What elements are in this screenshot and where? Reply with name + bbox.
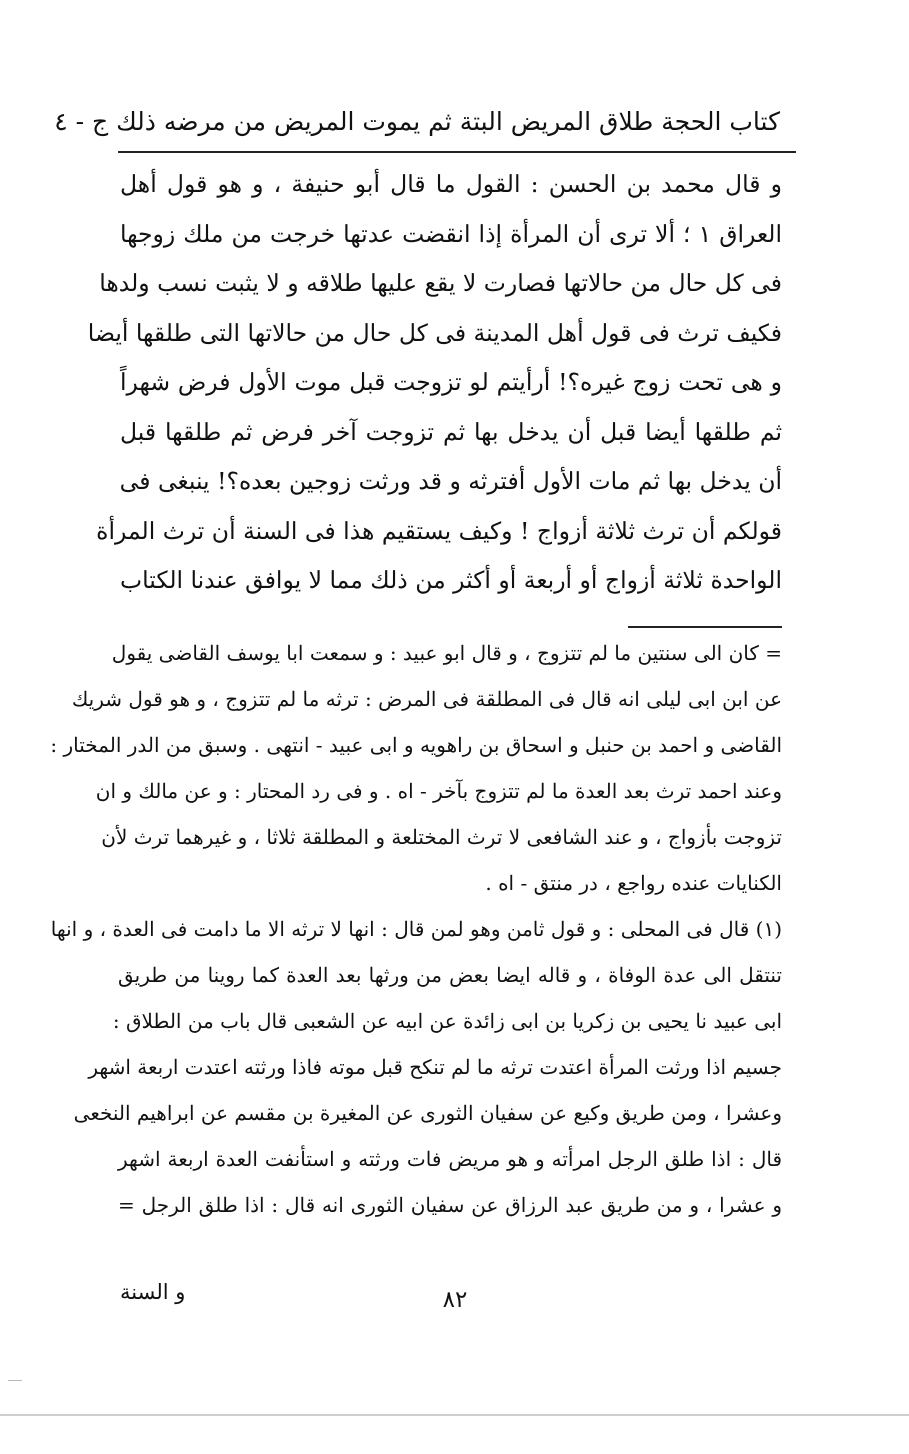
footnote-line: جسيم اذا ورثت المرأة اعتدت ترثه ما لم تنكح قبل موته فاذا ورثته اعتدت اربعة اشهر: [88, 1055, 782, 1079]
footnote-line: تنتقل الى عدة الوفاة ، و قاله ايضا بعض من ورثها بعد العدة كما روينا من طريق: [118, 963, 782, 987]
footnote-rule: [628, 626, 782, 628]
page-number: ٨٢: [442, 1287, 468, 1313]
footnote-line: قال : اذا طلق الرجل امرأته و هو مريض فات ورثته و استأنفت العدة اربعة اشهر: [118, 1147, 782, 1171]
text-line: الواحدة ثلاثة أزواج أو أربعة أو أكثر من ذلك مما لا يوافق عندنا الكتاب: [119, 566, 782, 594]
footnote-line: ابى عبيد نا يحيى بن زكريا بن ابى زائدة عن ابيه عن الشعبى قال باب من الطلاق :: [112, 1009, 782, 1033]
catchword: و السنة: [120, 1280, 186, 1304]
header-rule: [118, 151, 796, 153]
text-line: و قال محمد بن الحسن : القول ما قال أبو حنيفة ، و هو قول أهل: [120, 170, 782, 198]
footnote-line: (١) قال فى المحلى : و قول ثامن وهو لمن قال : انها لا ترثه الا ما دامت فى العدة ، و انها: [50, 917, 782, 941]
text-line: فكيف ترث فى قول أهل المدينة فى كل حال من حالاتها التى طلقها أيضا: [87, 318, 782, 347]
main-text: [87, 160, 782, 606]
footnote-line: عن ابن ابى ليلى انه قال فى المطلقة فى المرض : ترثه ما لم تتزوج ، و هو قول شريك: [71, 687, 782, 711]
text-line: فى كل حال من حالاتها فصارت لا يقع عليها طلاقه و لا يثبت نسب ولدها: [99, 269, 782, 297]
footnote-line: و عشرا ، و من طريق عبد الرزاق عن سفيان الثورى انه قال : اذا طلق الرجل =: [118, 1193, 782, 1217]
scan-edge-line: [0, 1414, 909, 1416]
text-line: أن يدخل بها ثم مات الأول أفترثه و قد ورثت زوجين بعده؟! ينبغى فى: [119, 467, 782, 495]
scan-mark: [8, 1380, 22, 1381]
text-line: قولكم أن ترث ثلاثة أزواج ! وكيف يستقيم هذا فى السنة أن ترث المرأة: [96, 516, 782, 545]
running-header: كتاب الحجة طلاق المريض البتة ثم يموت المريض من مرضه ذلك ج - ٤: [54, 107, 780, 136]
text-line: العراق ١ ؛ ألا ترى أن المرأة إذا انقضت عدتها خرجت من ملك زوجها: [120, 219, 782, 248]
footnote-line: الكنايات عنده رواجع ، در منتق - اه .: [485, 871, 782, 895]
footnote-line: وعند احمد ترث بعد العدة ما لم تتزوج بآخر - اه . و فى رد المحتار : و عن مالك و ان: [95, 779, 782, 803]
footnotes: [50, 630, 782, 1228]
footnote-line: تزوجت بأزواج ، و عند الشافعى لا ترث المختلعة و المطلقة ثلاثا ، و غيرهما ترث لأن: [101, 825, 782, 849]
text-line: و هى تحت زوج غيره؟! أرأيتم لو تزوجت قبل موت الأول فرض شهراً: [120, 368, 782, 396]
footnote-line: = كان الى سنتين ما لم تتزوج ، و قال ابو عبيد : و سمعت ابا يوسف القاضى يقول: [111, 641, 782, 665]
footnote-line: القاضى و احمد بن حنبل و اسحاق بن راهويه و ابى عبيد - انتهى . وسبق من الدر المختار :: [50, 733, 782, 757]
footnote-line: وعشرا ، ومن طريق وكيع عن سفيان الثورى عن المغيرة بن مقسم عن ابراهيم النخعى: [73, 1101, 782, 1125]
text-line: ثم طلقها أيضا قبل أن يدخل بها ثم تزوجت آخر فرض ثم طلقها قبل: [120, 417, 782, 446]
